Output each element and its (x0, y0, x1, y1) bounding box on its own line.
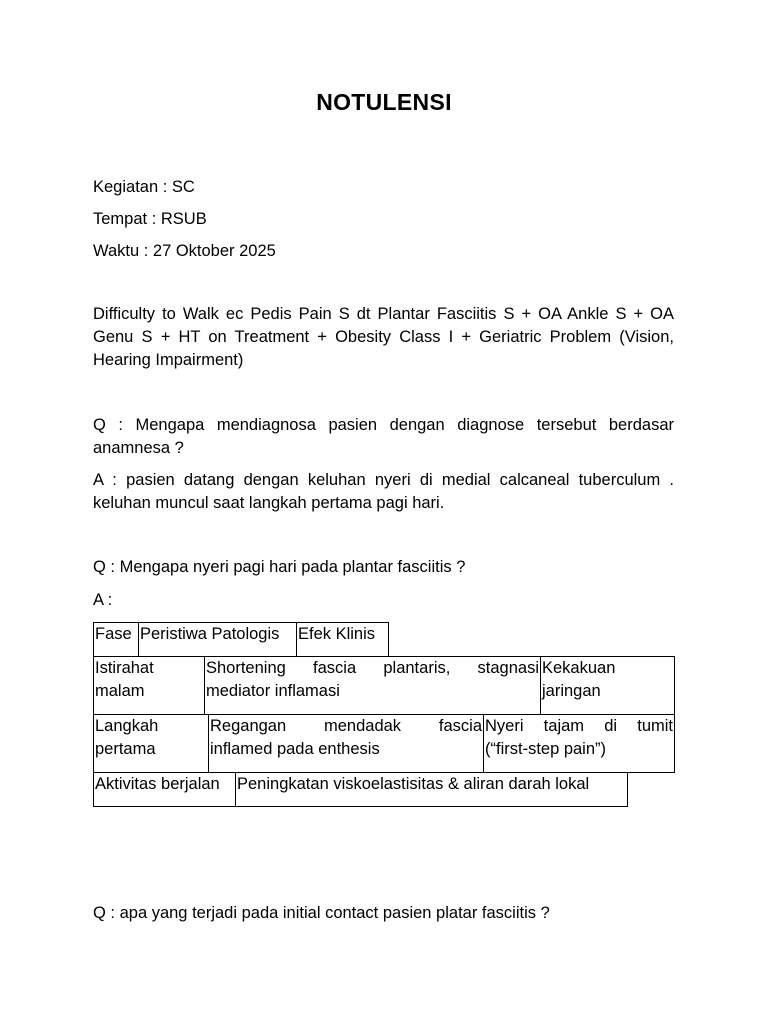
answer-1: A : pasien datang dengan keluhan nyeri di medial calcaneal tuberculum . keluhan muncul saat langkah pertama pagi hari. (93, 471, 674, 512)
table-header-fase: Fase (94, 623, 139, 657)
table-cell-fase: Langkah pertama (94, 715, 209, 773)
table-header-peristiwa: Peristiwa Patologis (139, 623, 297, 657)
table-cell-fase: Istirahat malam (94, 657, 205, 715)
question-2: Q : Mengapa nyeri pagi hari pada plantar fasciitis ? (93, 558, 466, 576)
table-header-efek: Efek Klinis (297, 623, 389, 657)
table-cell-peristiwa: Peningkatan viskoelastisitas & aliran darah lokal (236, 773, 628, 807)
kegiatan-line: Kegiatan : SC (93, 178, 195, 196)
table-cell-peristiwa: Regangan mendadak fascia inflamed pada enthesis (209, 715, 484, 773)
table-row (93, 714, 675, 773)
waktu-line: Waktu : 27 Oktober 2025 (93, 242, 276, 260)
answer-2-label: A : (93, 591, 113, 609)
diagnosis-paragraph: Difficulty to Walk ec Pedis Pain S dt Plantar Fasciitis S + OA Ankle S + OA Genu S + HT on Treatment + Obesity Class I + Geriatric Problem (Vision, Hearing Impairment) (93, 305, 674, 369)
table-cell-peristiwa: Shortening fascia plantaris, stagnasi mediator inflamasi (205, 657, 541, 715)
table-cell-efek: Kekakuan jaringan (541, 657, 675, 715)
table-header-row (93, 622, 389, 657)
table-row (93, 772, 628, 807)
document-title: NOTULENSI (316, 89, 452, 115)
table-cell-efek: Nyeri tajam di tumit (“first-step pain”) (484, 715, 675, 773)
question-3: Q : apa yang terjadi pada initial contact pasien platar fasciitis ? (93, 904, 550, 922)
table-cell-fase: Aktivitas berjalan (94, 773, 236, 807)
tempat-line: Tempat : RSUB (93, 210, 207, 228)
table-row (93, 656, 675, 715)
question-1: Q : Mengapa mendiagnosa pasien dengan diagnose tersebut berdasar anamnesa ? (93, 416, 674, 457)
